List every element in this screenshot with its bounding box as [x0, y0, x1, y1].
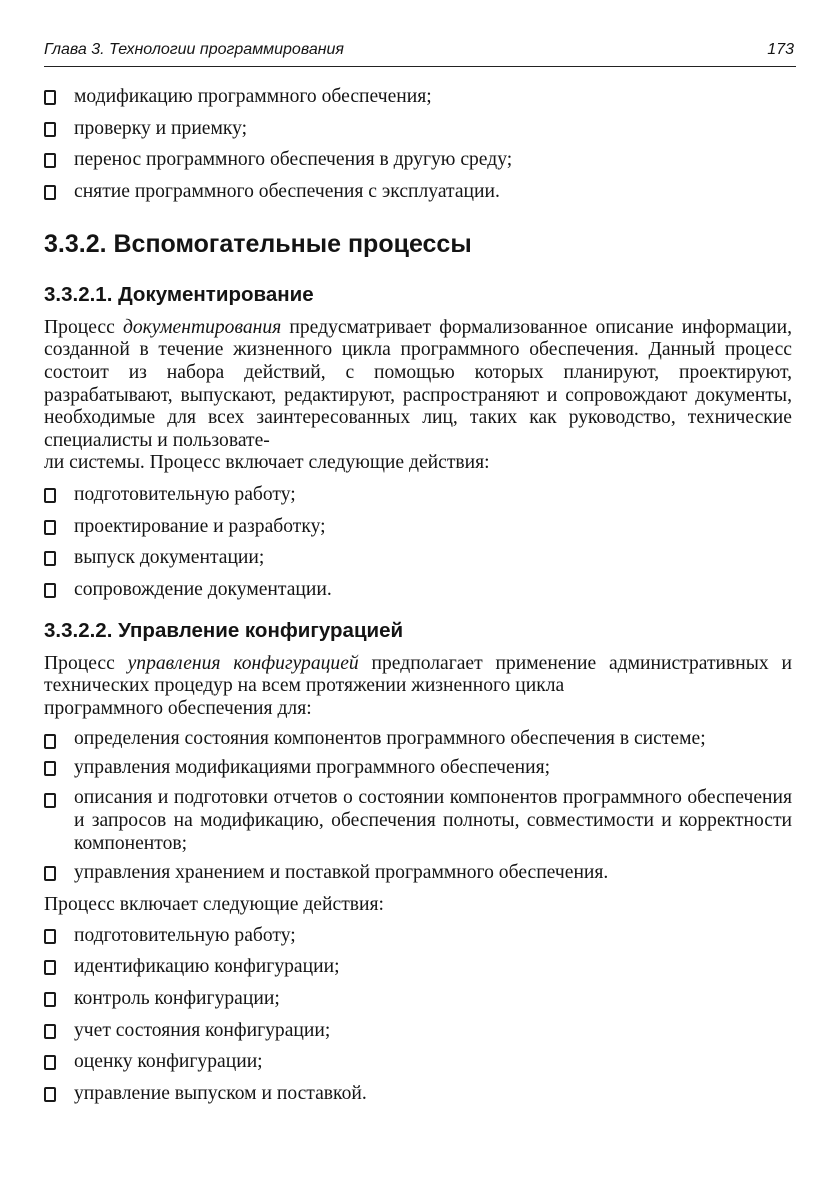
list-item: управления модификациями программного обеспечения; [44, 754, 792, 781]
list-item: оценку конфигурации; [44, 1048, 792, 1075]
checkbox-bullet-icon [44, 122, 56, 137]
page-number: 173 [767, 41, 794, 58]
list-item: сопровождение документации. [44, 576, 792, 603]
checkbox-bullet-icon [44, 793, 56, 808]
running-header [44, 38, 796, 67]
list-item: описания и подготовки отчетов о состоянии компонентов программного обеспечения и запросов на модификацию, обеспечения полноты, совместимости и корректности компонентов; [44, 786, 792, 855]
checkbox-bullet-icon [44, 1024, 56, 1039]
checkbox-bullet-icon [44, 583, 56, 598]
list-item: снятие программного обеспечения с эксплуатации. [44, 178, 792, 205]
checkbox-bullet-icon [44, 734, 56, 749]
documentation-actions-list [44, 481, 792, 603]
checkbox-bullet-icon [44, 866, 56, 881]
checkbox-bullet-icon [44, 960, 56, 975]
configuration-actions-list [44, 922, 792, 1107]
checkbox-bullet-icon [44, 185, 56, 200]
checkbox-bullet-icon [44, 1087, 56, 1102]
term-configuration-management: управления конфигурацией [127, 652, 359, 674]
list-item: модификацию программного обеспечения; [44, 83, 792, 110]
chapter-title: Глава 3. Технологии программирования [44, 41, 344, 58]
configuration-purposes-list [44, 727, 792, 887]
list-item: определения состояния компонентов программного обеспечения в системе; [44, 727, 792, 750]
checkbox-bullet-icon [44, 761, 56, 776]
subsection-heading-configuration: 3.3.2.2. Управление конфигурацией [44, 618, 404, 642]
checkbox-bullet-icon [44, 153, 56, 168]
checkbox-bullet-icon [44, 90, 56, 105]
list-item: управления хранением и поставкой программного обеспечения. [44, 859, 792, 886]
list-item: проверку и приемку; [44, 115, 792, 142]
checkbox-bullet-icon [44, 551, 56, 566]
documentation-paragraph: Процесс документирования предусматривает формализованное описание информации, созданной в течение жизненного цикла программного обеспечения. Данный процесс состоит из набора действий, с помощью которых планируют, проектируют, разрабатывают, выпускают, редактируют, распространяют и сопровождают документы, необходимые для всех заинтересованных лиц, таких как руководство, технические специалисты и пользовате- ли системы. Процесс включает следующие действия: [44, 316, 792, 474]
lifecycle-activities-list [44, 83, 792, 205]
section-heading: 3.3.2. Вспомогательные процессы [44, 229, 472, 258]
list-item: управление выпуском и поставкой. [44, 1080, 792, 1107]
checkbox-bullet-icon [44, 1055, 56, 1070]
actions-intro-text: Процесс включает следующие действия: [44, 893, 384, 915]
checkbox-bullet-icon [44, 992, 56, 1007]
configuration-paragraph: Процесс управления конфигурацией предполагает применение административных и технических процедур на всем протяжении жизненного цикла программного обеспечения для: [44, 652, 792, 719]
list-item: проектирование и разработку; [44, 513, 792, 540]
list-item: учет состояния конфигурации; [44, 1017, 792, 1044]
list-item: контроль конфигурации; [44, 985, 792, 1012]
list-item: выпуск документации; [44, 544, 792, 571]
subsection-heading-documentation: 3.3.2.1. Документирование [44, 282, 314, 306]
term-documentation: документирования [122, 316, 282, 338]
checkbox-bullet-icon [44, 488, 56, 503]
checkbox-bullet-icon [44, 929, 56, 944]
page-content [44, 83, 792, 1111]
list-item: перенос программного обеспечения в другую среду; [44, 146, 792, 173]
list-item: идентификацию конфигурации; [44, 953, 792, 980]
list-item: подготовительную работу; [44, 922, 792, 949]
list-item: подготовительную работу; [44, 481, 792, 508]
checkbox-bullet-icon [44, 520, 56, 535]
